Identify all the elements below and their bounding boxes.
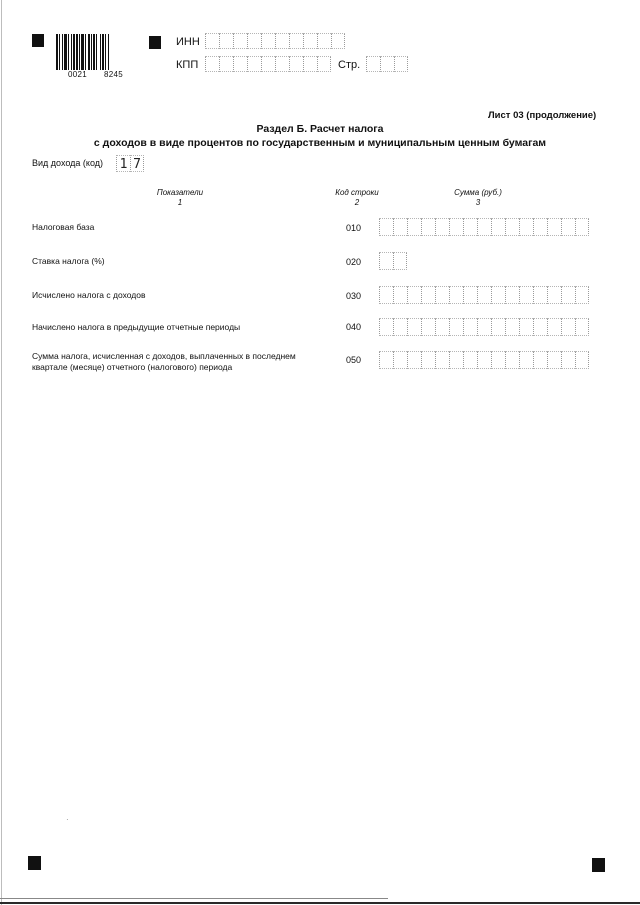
barcode-bar — [100, 34, 101, 70]
column-header-indicators-num: 1 — [177, 198, 183, 207]
row-label-tax-base: Налоговая база — [32, 222, 95, 232]
barcode-bar — [59, 34, 60, 70]
barcode-number-left: 0021 — [68, 70, 87, 79]
row-code-010: 010 — [346, 223, 362, 233]
column-header-indicators — [140, 188, 220, 208]
barcode-bar — [85, 34, 86, 70]
column-header-sum-label: Сумма (руб.) — [454, 188, 502, 197]
barcode-bar — [73, 34, 75, 70]
income-code-digit: 7 — [130, 155, 144, 172]
barcode-bar — [91, 34, 92, 70]
barcode-bar — [76, 34, 78, 70]
barcode-bar — [102, 34, 104, 70]
barcode-bar — [64, 34, 67, 70]
top-center-marker — [149, 36, 161, 49]
scan-artifact: · — [66, 815, 69, 824]
row-code-020: 020 — [346, 257, 362, 267]
income-type-code-field[interactable] — [116, 155, 144, 172]
column-header-line-code-label: Код строки — [335, 188, 379, 197]
row-label-tax-calculated: Исчислено налога с доходов — [32, 290, 146, 300]
barcode — [56, 34, 138, 70]
section-subtitle: с доходов в виде процентов по государственным и муниципальным ценным бумагам — [93, 137, 547, 149]
inn-field[interactable] — [205, 33, 345, 49]
tax-calculated-field[interactable] — [379, 286, 589, 304]
page-left-edge — [1, 0, 2, 905]
kpp-label: КПП — [176, 59, 199, 71]
kpp-field[interactable] — [205, 56, 331, 72]
tax-last-quarter-field[interactable] — [379, 351, 589, 369]
bottom-left-marker — [28, 856, 41, 870]
bottom-right-marker — [592, 858, 605, 872]
page-bottom-edge — [0, 902, 640, 904]
barcode-bar — [56, 34, 58, 70]
income-type-label: Вид дохода (код) — [32, 158, 103, 168]
row-code-050: 050 — [346, 355, 362, 365]
column-header-sum-num: 3 — [475, 198, 481, 207]
barcode-bar — [81, 34, 84, 70]
barcode-bar — [71, 34, 72, 70]
row-label-tax-last-quarter-line1: Сумма налога, исчисленная с доходов, выплаченных в последнем — [32, 351, 296, 361]
row-code-040: 040 — [346, 322, 362, 332]
tax-rate-field[interactable] — [379, 252, 407, 270]
inn-label: ИНН — [176, 36, 200, 48]
barcode-bar — [68, 34, 69, 70]
sheet-label: Лист 03 (продолжение) — [488, 110, 597, 121]
barcode-bar — [93, 34, 95, 70]
barcode-bar — [79, 34, 80, 70]
page-bottom-line — [0, 898, 388, 899]
barcode-bar — [108, 34, 109, 70]
row-code-030: 030 — [346, 291, 362, 301]
column-header-indicators-label: Показатели — [156, 188, 204, 197]
row-label-tax-last-quarter-line2: квартале (месяце) отчетного (налогового) периода — [32, 362, 233, 372]
page-label: Стр. — [338, 59, 361, 71]
barcode-bar — [96, 34, 97, 70]
barcode-bar — [62, 34, 63, 70]
barcode-bar — [88, 34, 90, 70]
row-label-tax-rate: Ставка налога (%) — [32, 256, 105, 266]
page-number-field[interactable] — [366, 56, 408, 72]
column-header-sum — [438, 188, 518, 208]
barcode-number-right: 8245 — [104, 70, 123, 79]
row-label-tax-last-quarter — [32, 351, 332, 373]
row-label-tax-previous-periods: Начислено налога в предыдущие отчетные периоды — [32, 322, 241, 332]
income-code-digit: 1 — [116, 155, 130, 172]
tax-previous-periods-field[interactable] — [379, 318, 589, 336]
column-header-line-code-num: 2 — [354, 198, 360, 207]
barcode-bar — [105, 34, 106, 70]
column-header-line-code — [322, 188, 392, 208]
section-title: Раздел Б. Расчет налога — [256, 123, 384, 135]
top-left-marker — [32, 34, 44, 47]
tax-base-field[interactable] — [379, 218, 589, 236]
